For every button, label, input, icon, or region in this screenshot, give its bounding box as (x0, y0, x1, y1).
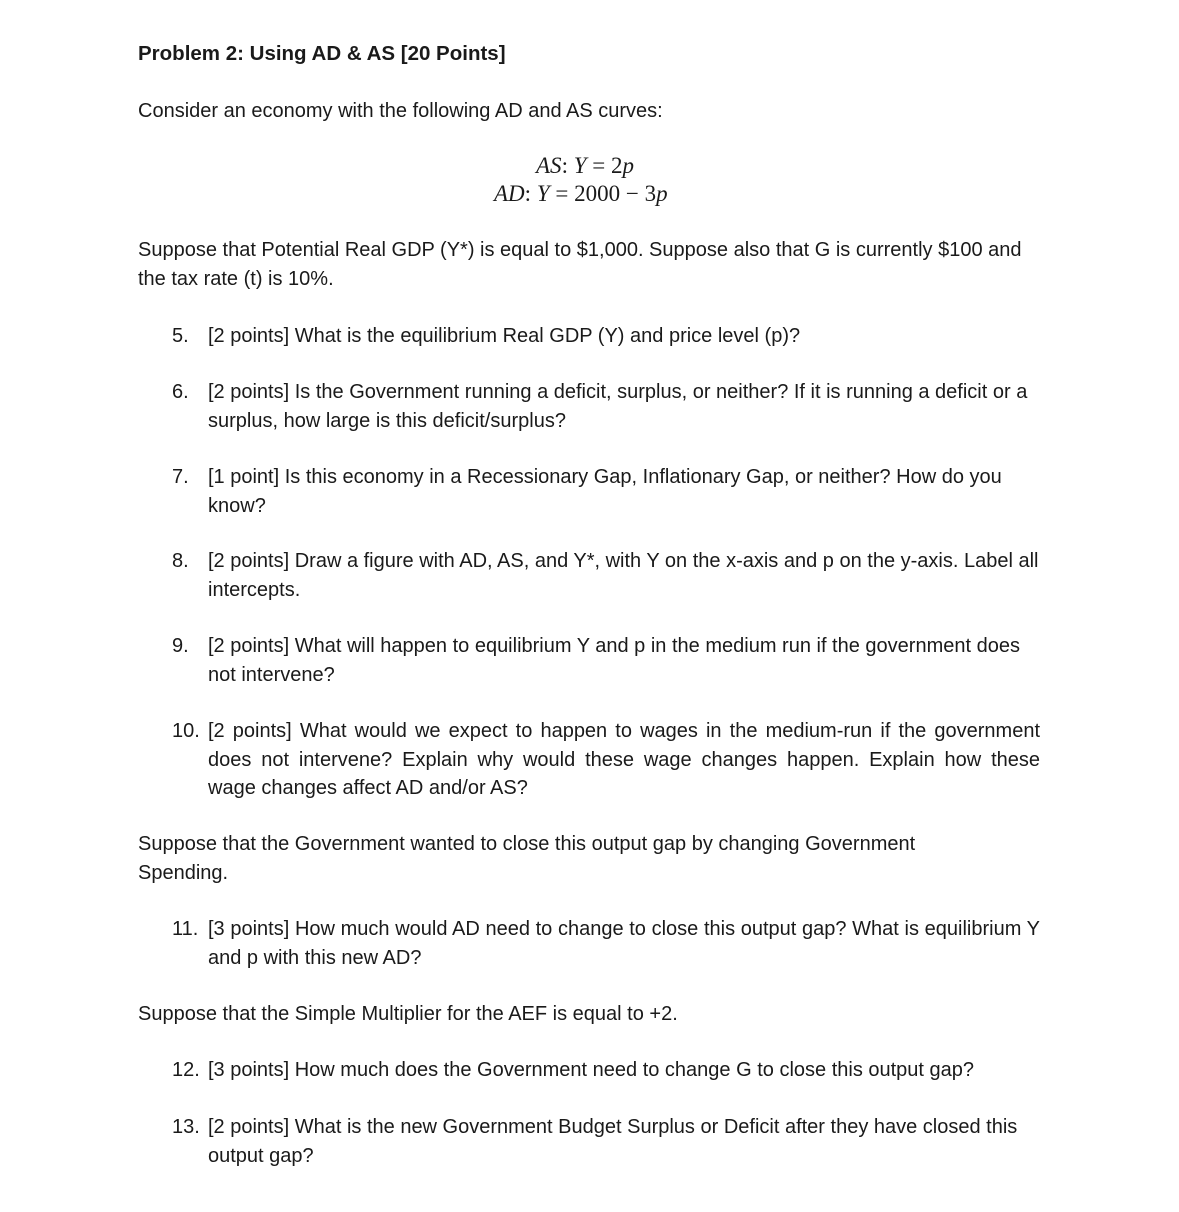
question-number: 13. (172, 1116, 200, 1138)
ad-var: Y (536, 181, 550, 206)
problem-title: Problem 2: Using AD & AS [20 Points] (138, 42, 506, 65)
question-number: 9. (172, 635, 189, 657)
question-number: 12. (172, 1059, 200, 1081)
ad-coef: 3 (644, 181, 657, 206)
as-var: Y (573, 153, 587, 178)
question-6 (172, 378, 1040, 435)
question-text: [2 points] What will happen to equilibrium Y and p in the medium run if the government does not intervene? (208, 635, 1020, 686)
intro-text: Consider an economy with the following AD and AS curves: (138, 100, 663, 122)
question-text: [2 points] Draw a figure with AD, AS, and Y*, with Y on the x-axis and p on the y-axis. Label all intercepts. (208, 550, 1039, 601)
as-equation: AS: Y = 2p (536, 153, 634, 178)
context-paragraph-1: Suppose that Potential Real GDP (Y*) is equal to $1,000. Suppose also that G is currently $100 and the tax rate (t) is 10%. (138, 239, 1022, 290)
ad-const: 2000 (574, 181, 621, 206)
context-paragraph-2: Suppose that the Government wanted to close this output gap by changing Government Spending. (138, 833, 916, 884)
question-number: 5. (172, 325, 189, 347)
as-coef: 2 (610, 153, 623, 178)
ad-label: AD (494, 181, 525, 206)
question-number: 10. (172, 720, 200, 742)
question-number: 7. (172, 466, 189, 488)
question-7 (172, 463, 1040, 520)
ad-rhs-var: p (656, 181, 668, 206)
question-text: [3 points] How much does the Government need to change G to close this output gap? (208, 1059, 975, 1081)
question-10 (172, 717, 1040, 803)
question-9 (172, 632, 1040, 689)
question-5 (172, 322, 1040, 351)
as-label: AS (536, 153, 562, 178)
question-text: [2 points] Is the Government running a deficit, surplus, or neither? If it is running a deficit or a surplus, how large is this deficit/surplus? (208, 381, 1028, 432)
question-number: 6. (172, 381, 189, 403)
question-text: [2 points] What would we expect to happen to wages in the medium-run if the government does not intervene? Explain why would these wage changes happen. Explain how these wage changes affect AD and/or AS? (208, 720, 1040, 799)
question-text: [3 points] How much would AD need to change to close this output gap? What is equilibrium Y and p with this new AD? (208, 918, 1040, 969)
question-11 (172, 915, 1040, 972)
question-8 (172, 547, 1040, 604)
question-12 (172, 1056, 1040, 1085)
question-text: [2 points] What is the equilibrium Real GDP (Y) and price level (p)? (208, 325, 801, 347)
question-13 (172, 1113, 1040, 1170)
question-number: 11. (172, 918, 199, 940)
question-number: 8. (172, 550, 189, 572)
as-rhs-var: p (622, 153, 634, 178)
question-text: [1 point] Is this economy in a Recessionary Gap, Inflationary Gap, or neither? How do you know? (208, 466, 1002, 517)
context-paragraph-3: Suppose that the Simple Multiplier for the AEF is equal to +2. (138, 1003, 678, 1025)
question-text: [2 points] What is the new Government Budget Surplus or Deficit after they have closed this output gap? (208, 1116, 1018, 1167)
ad-equation: AD: Y = 2000 − 3p (494, 181, 668, 206)
